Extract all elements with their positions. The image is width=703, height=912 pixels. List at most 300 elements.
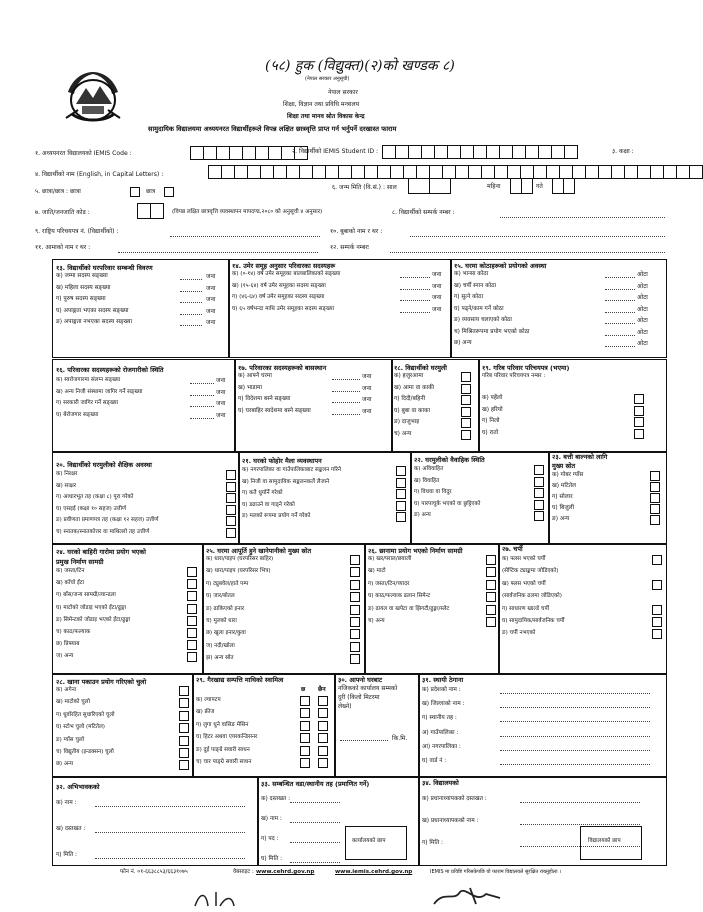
section-32-title: ३२. अभिभावकको	[56, 783, 100, 791]
s18-row-4-checkbox[interactable]	[461, 407, 471, 417]
section-23-subtitle: मुख्य स्रोत	[552, 462, 576, 470]
footer-note: IEMIS मा प्रविष्टि गरिसकेपछि यो फाराम विद्यालयले सुरक्षित राख्नुहोला ।	[430, 869, 561, 875]
s29-row-6-checkbox-no[interactable]	[318, 758, 328, 768]
s31-row-3-blank[interactable]	[500, 721, 650, 722]
s24-row-7: छ) प्रिफ्याब	[56, 641, 80, 648]
s14-row-3-unit: जना	[432, 294, 442, 301]
s16-row-2-unit: जना	[216, 388, 226, 396]
handwritten-signature	[430, 884, 510, 908]
s13-row-4-unit: जना	[206, 307, 216, 315]
s20-row-2-checkbox[interactable]	[226, 482, 236, 492]
s15-row-3-blank[interactable]	[605, 300, 635, 301]
s29-row-4-checkbox[interactable]	[300, 733, 310, 743]
s29-row-1-checkbox[interactable]	[300, 696, 310, 706]
s27-row-1-checkbox[interactable]	[652, 555, 662, 565]
s19-row-2: ख) हरियो	[482, 406, 503, 413]
nepal-emblem-icon	[58, 70, 128, 128]
s22-row-2-checkbox[interactable]	[534, 477, 544, 487]
s23-row-5: ङ) अन्य	[552, 516, 570, 522]
s31-row-4: अ) गाउँपालिका :	[422, 729, 459, 736]
s17-row-2: ख) भाडामा	[238, 384, 262, 391]
s20-row-1: क) निरक्षर	[56, 471, 78, 477]
s28-row-1-checkbox[interactable]	[179, 686, 189, 696]
s19-row-3-checkbox[interactable]	[634, 417, 644, 427]
s31-row-5-blank[interactable]	[500, 750, 650, 751]
s31-row-2: ख) जिल्लाको नाम :	[422, 701, 465, 708]
section-13-title: १३. विद्यार्थीको घरपरिवार सम्बन्धी विवरण	[56, 264, 153, 272]
s26-row-3-checkbox[interactable]	[486, 580, 496, 590]
s29-row-3-checkbox[interactable]	[300, 721, 310, 731]
s28-row-3-checkbox[interactable]	[179, 711, 189, 721]
s21-row-4-checkbox[interactable]	[396, 501, 406, 511]
s28-row-4-checkbox[interactable]	[179, 723, 189, 733]
s26-row-4-checkbox[interactable]	[486, 592, 496, 602]
s29-row-5: ङ) दुई पाङ्ग्रे सवारी साधन	[196, 746, 250, 753]
s17-row-4: घ) घरबाहिर स्वदेशमा बस्ने सङ्ख्या	[238, 407, 311, 414]
s28-row-5-checkbox[interactable]	[179, 736, 189, 746]
s21-row-2: ख) निजी वा सामुदायिक सङ्कलनकर्ले लैजाने	[242, 478, 330, 485]
s21-row-4: घ) डढाउने वा गाड्ने गरेको	[242, 501, 295, 508]
s15-row-6-blank[interactable]	[605, 335, 635, 336]
s18-row-2: ख) आमा वा काकी	[394, 384, 435, 391]
s16-row-1-unit: जना	[216, 377, 226, 384]
s18-row-3: ग) दिदी/बहिनी	[394, 396, 426, 402]
section-31-title: ३१. स्थायी ठेगाना	[422, 676, 464, 684]
s14-row-1: क) (०-१४) वर्ष उमेर समूहका बालबालिकाको सङ्ख्या	[232, 271, 341, 277]
s26-row-6-checkbox[interactable]	[486, 617, 496, 627]
field-father-label: १०. बुबाको नाम र थर :	[330, 228, 383, 235]
s25-row-8: ज) नदी/खोला	[206, 642, 235, 649]
s14-row-1-unit: जना	[432, 271, 442, 278]
field-dob-day: गते	[536, 183, 543, 190]
section-17-title: १७. परिवारका सदस्यहरूको बासस्थान	[238, 364, 327, 372]
footer-web-link-2[interactable]: www.iemis.cehrd.gov.np	[335, 869, 413, 875]
s27-row-1: क) फ्लस भएको चर्पी	[502, 556, 546, 562]
s31-row-1: क) प्रदेशको नाम :	[422, 687, 461, 693]
dob-day-boxes[interactable]	[552, 178, 574, 194]
office-stamp-label: कार्यालयको छाप	[352, 838, 386, 844]
s13-row-2: ख) महिला सदस्य सङ्ख्या	[56, 284, 111, 291]
field-gender-label: ५. छात्रा/छात्र : छात्रा	[35, 188, 81, 195]
s33-row-2: ख) नाम :	[261, 816, 282, 822]
s31-row-3: ग) स्थानीय तह :	[422, 715, 457, 722]
s15-row-1-blank[interactable]	[605, 277, 635, 278]
s20-row-6-checkbox[interactable]	[226, 528, 236, 538]
field-national-id-label: ९. राष्ट्रिय परिचयपत्र नं. (विद्यार्थीको) :	[35, 228, 119, 235]
s32-row-2: ख) दस्तखत :	[56, 826, 86, 832]
s18-row-5-checkbox[interactable]	[461, 418, 471, 428]
s33-row-3: ग) पद :	[261, 836, 279, 842]
section-28-title: २८. खाना पकाउन प्रयोग गरिएको चुलो	[56, 678, 147, 686]
s24-row-1-checkbox[interactable]	[187, 567, 197, 577]
s26-row-1-checkbox[interactable]	[486, 555, 496, 565]
s18-row-1: क) हजुरआमा	[394, 373, 424, 379]
student-name-boxes[interactable]	[208, 165, 703, 179]
header-small-note: (नेपाल सरकार अनुसूची)	[305, 76, 350, 82]
s25-row-8-checkbox[interactable]	[350, 642, 360, 652]
s25-row-4: घ) जार/बोतल	[206, 593, 235, 600]
section-26-title: २६. छानामा प्रयोग भएको निर्माण सामग्री	[368, 547, 463, 555]
s16-row-1: क) स्वरोजगारमा संलग्न सङ्ख्या	[56, 377, 121, 383]
section-14-title: १४. उमेर समूह अनुसार परिवारका सदस्यहरू	[232, 262, 336, 270]
s33-row-1: क) दस्तखत :	[261, 796, 291, 802]
s24-row-5-checkbox[interactable]	[187, 616, 197, 626]
field-dob-label: ६. जन्म मिति (वि.सं.) : साल	[332, 184, 397, 191]
field-contact-label: ८. विद्यार्थीको सम्पर्क नम्बर :	[392, 209, 455, 216]
s13-row-5-unit: जना	[206, 319, 216, 326]
gender-boy-checkbox[interactable]	[164, 187, 174, 197]
field-gender-boy: छात्र	[146, 188, 156, 195]
s28-row-2: ख) माटोको चुलो	[56, 699, 90, 706]
s29-row-1-checkbox-no[interactable]	[318, 696, 328, 706]
s19-row-4-checkbox[interactable]	[634, 429, 644, 439]
s24-row-4: घ) माटोको जोडाइ भएको ईंटा/ढुङ्गा	[56, 604, 127, 611]
s17-row-3-blank[interactable]	[332, 402, 360, 403]
handwritten-scribble	[190, 888, 250, 908]
s34-row-2-blank[interactable]	[520, 824, 640, 825]
s25-row-1: क) धारा/पाइप (घरपरिसर बाहिर)	[206, 556, 274, 562]
s32-row-1: क) नाम :	[56, 800, 77, 806]
s28-row-7-checkbox[interactable]	[179, 760, 189, 770]
s25-row-9-checkbox[interactable]	[350, 654, 360, 664]
s33-row-4-blank[interactable]	[290, 862, 340, 863]
s22-row-3: ग) विधवा वा विदुर	[414, 489, 452, 495]
s22-row-2: ख) विवाहित	[414, 477, 440, 484]
header-ministry: शिक्षा, विज्ञान तथा प्रविधि मन्त्रालय	[283, 101, 360, 108]
section-30-line-3: लेख्ने)	[338, 703, 352, 710]
section-23-title: २३. बत्ती बाल्नको लागि	[552, 453, 608, 461]
s25-row-7-checkbox[interactable]	[350, 629, 360, 639]
s16-row-2-blank[interactable]	[190, 395, 214, 396]
s26-row-2-checkbox[interactable]	[486, 567, 496, 577]
s15-row-2-blank[interactable]	[605, 289, 635, 290]
s14-row-2-blank[interactable]	[400, 289, 430, 290]
s16-row-3-unit: जना	[216, 400, 226, 407]
s14-row-4-unit: जना	[432, 305, 442, 313]
s13-row-3-blank[interactable]	[180, 302, 202, 303]
s27-row-7: ङ) चर्पी नभएको	[502, 630, 536, 637]
s27-row-3: ख) फ्लस भएको चर्पी	[502, 580, 546, 587]
s17-row-1-unit: जना	[362, 373, 372, 380]
s32-row-1-blank[interactable]	[95, 806, 245, 807]
school-stamp-label: विद्यालयको छाप	[588, 838, 621, 844]
section-29-col-no: छैन	[318, 686, 326, 693]
s27-row-7-checkbox[interactable]	[652, 629, 662, 639]
header-gov: नेपाल सरकार	[328, 89, 358, 96]
s32-row-3-blank[interactable]	[95, 858, 245, 859]
s26-row-6: च) अन्य	[368, 618, 385, 624]
section-16-title: १६. परिवारका सदस्यहरूको रोजगारीको स्थिति	[56, 366, 164, 374]
s24-row-7-checkbox[interactable]	[187, 640, 197, 650]
s31-row-6-blank[interactable]	[500, 764, 650, 765]
s13-row-3: ग) पुरुष सदस्य सङ्ख्या	[56, 296, 106, 302]
s15-row-2: ख) चर्पी स्नान कोठा	[454, 282, 496, 289]
field-name-label: ४. विद्यार्थीको नाम (English, in Capital Letters) :	[35, 171, 164, 178]
s31-row-4-blank[interactable]	[500, 736, 650, 737]
footer-website-label: वेबसाइट :	[233, 869, 254, 875]
s20-row-3: ग) आधारभूत तह (कक्षा ८) पूरा गरेको	[56, 494, 134, 500]
s21-row-2-checkbox[interactable]	[396, 478, 406, 488]
section-29-title: २९. गैरखाद्य सम्पत्ति माथिको स्वामित्व	[196, 676, 284, 684]
s24-row-6-checkbox[interactable]	[187, 628, 197, 638]
s15-row-3: ग) सुत्ने कोठा	[454, 294, 483, 300]
s15-row-3-unit: ओटा	[637, 294, 648, 301]
s22-row-4: घ) पारपाचुके भएको वा छुट्टिएको	[414, 500, 481, 507]
s24-row-3: ग) बाँस/जन्य सामग्री/त्यान्डला	[56, 592, 116, 599]
s22-row-4-checkbox[interactable]	[534, 500, 544, 510]
s13-row-3-unit: जना	[206, 296, 216, 303]
s14-row-3-blank[interactable]	[400, 300, 430, 301]
section-19-title: १९. गरिब परिवार परिचयपत्र (भएमा)	[482, 364, 570, 372]
section-34-title: ३४. विद्यालयको	[422, 779, 459, 787]
s28-row-7: छ) अन्य	[56, 761, 74, 768]
s21-row-5: ङ) मलको रूपमा प्रयोग गर्ने गरेको	[242, 513, 311, 519]
s34-row-1: क) प्रधानाध्यापकको दस्तखत :	[422, 796, 487, 802]
s25-row-2: ख) धारा/पाइप (घरपरिसर भित्र)	[206, 568, 271, 575]
s14-row-2-unit: जना	[432, 282, 442, 290]
s17-row-1: क) आफ्नै घरमा	[238, 373, 272, 379]
s14-row-2: ख) (१५-६४) वर्ष उमेर समूहका सदस्य सङ्ख्या	[232, 282, 326, 289]
s13-row-2-unit: जना	[206, 284, 216, 292]
s15-row-7-blank[interactable]	[605, 346, 635, 347]
s26-row-1: क) खर/पराल/छवाली	[368, 556, 412, 562]
s25-row-6-checkbox[interactable]	[350, 617, 360, 627]
s23-row-1-checkbox[interactable]	[650, 471, 660, 481]
s20-row-4: घ) एसइई (कक्षा १० सहज) उत्तीर्ण	[56, 505, 127, 512]
s25-row-6: च) मुलको धारा	[206, 618, 237, 624]
s31-row-2-blank[interactable]	[500, 707, 650, 708]
s20-row-6: च) स्नातक/स्नातकोत्तर वा माथिल्लो तह उत्तीर्ण	[56, 528, 150, 535]
s32-row-2-blank[interactable]	[95, 832, 245, 833]
s25-row-5-checkbox[interactable]	[350, 605, 360, 615]
s27-row-6: घ) सामुदायिक/सार्वजनिक चर्पी	[502, 618, 565, 624]
s19-row-1-checkbox[interactable]	[634, 394, 644, 404]
s23-row-4-checkbox[interactable]	[650, 504, 660, 514]
s15-row-7-unit: ओटा	[637, 340, 648, 347]
iemis-code-boxes[interactable]	[190, 146, 307, 160]
s13-row-1: क) जम्मा सदस्य सङ्ख्या	[56, 273, 108, 279]
s24-row-8-checkbox[interactable]	[187, 652, 197, 662]
s18-row-6-checkbox[interactable]	[461, 430, 471, 440]
field-class-label: ३. कक्षा :	[612, 148, 634, 155]
s17-row-2-unit: जना	[362, 384, 372, 392]
s17-row-2-blank[interactable]	[332, 391, 360, 392]
s25-row-1-checkbox[interactable]	[350, 555, 360, 565]
s24-row-3-checkbox[interactable]	[187, 591, 197, 601]
s31-row-1-blank[interactable]	[500, 693, 650, 694]
section-18-title: १८. विद्यार्थीको घरमुली	[394, 364, 447, 372]
s16-row-1-blank[interactable]	[190, 383, 214, 384]
gender-girl-checkbox[interactable]	[130, 187, 140, 197]
field-student-id-label: २. विद्यार्थीको IEMIS Student ID :	[292, 148, 379, 155]
s13-row-5-blank[interactable]	[180, 325, 202, 326]
s15-row-1-unit: ओटा	[637, 271, 648, 278]
s23-row-2-checkbox[interactable]	[650, 482, 660, 492]
field-iemis-code-label: १. अध्ययनरत विद्यालयको IEMIS Code :	[35, 150, 132, 157]
s33-row-3-blank[interactable]	[290, 842, 340, 843]
s24-row-1: क) जस्ता/टिन	[56, 568, 85, 574]
section-21	[238, 451, 412, 545]
s21-row-1-checkbox[interactable]	[396, 466, 406, 476]
footer-phone: फोन नं. ०१-६६३८८५३/६६३१०७५	[120, 869, 188, 875]
s28-row-6-checkbox[interactable]	[179, 748, 189, 758]
s29-row-6-checkbox[interactable]	[300, 758, 310, 768]
dob-year-boxes[interactable]	[408, 178, 450, 194]
s13-row-4-blank[interactable]	[180, 314, 202, 315]
s27-row-5-checkbox[interactable]	[652, 605, 662, 615]
s20-row-4-checkbox[interactable]	[226, 505, 236, 515]
s22-row-5: ङ) अन्य	[414, 512, 431, 518]
s24-row-5: ङ) सिमेन्टको जोडाइ भएको ईंटा/ढुङ्गा	[56, 616, 131, 623]
field-mother-label: ११. आमाको नाम र थर :	[35, 244, 91, 251]
section-25-title: २५. घरमा आपूर्ति हुने खानेपानीको मुख्य स्रोत	[206, 547, 312, 555]
s24-row-2: ख) काँचो ईंटा	[56, 580, 85, 587]
s22-row-3-checkbox[interactable]	[534, 488, 544, 498]
student-id-boxes[interactable]	[382, 145, 577, 159]
s24-row-2-checkbox[interactable]	[187, 579, 197, 589]
s14-row-4-blank[interactable]	[400, 312, 430, 313]
s16-row-3: ग) सरकारी जागिर गर्ने सङ्ख्या	[56, 400, 119, 406]
s27-row-4: (सार्वजनिक ढलमा जोडिएको)	[502, 593, 562, 600]
s21-row-5-checkbox[interactable]	[396, 512, 406, 522]
dob-month-boxes[interactable]	[510, 178, 532, 194]
s14-row-1-blank[interactable]	[400, 277, 430, 278]
s29-row-3-checkbox-no[interactable]	[318, 721, 328, 731]
s20-row-5: ङ) प्रवीणता प्रमाणपत्र तह (कक्षा १२ सहज) उत्तीर्ण	[56, 517, 159, 523]
s23-row-3-checkbox[interactable]	[650, 493, 660, 503]
s29-row-5-checkbox-no[interactable]	[318, 746, 328, 756]
s33-row-4: घ) मिति :	[261, 856, 283, 862]
s22-row-1-checkbox[interactable]	[534, 465, 544, 475]
s29-row-5-checkbox[interactable]	[300, 746, 310, 756]
s22-row-5-checkbox[interactable]	[534, 511, 544, 521]
s29-row-2-checkbox-no[interactable]	[318, 708, 328, 718]
s29-row-4-checkbox-no[interactable]	[318, 733, 328, 743]
s16-row-3-blank[interactable]	[190, 406, 214, 407]
s18-row-3-checkbox[interactable]	[461, 395, 471, 405]
section-15-title: १५. घरमा कोठाहरूको प्रयोगको अवस्था	[454, 262, 547, 270]
section-30-unit: कि.मि.	[392, 735, 408, 742]
s34-row-2: ख) प्रधानाध्यापकको नाम :	[422, 818, 479, 824]
s24-row-8: ज) अन्य	[56, 653, 74, 660]
s13-row-1-blank[interactable]	[180, 279, 202, 280]
s18-row-1-checkbox[interactable]	[461, 372, 471, 382]
s17-row-4-blank[interactable]	[332, 414, 360, 415]
s28-row-6: च) विद्युतीय (इन्डक्सन) चुलो	[56, 749, 114, 755]
s18-row-4: घ) बुबा वा काका	[394, 407, 430, 414]
s25-row-3-checkbox[interactable]	[350, 580, 360, 590]
s27-row-2: (सेप्टिक ट्याङ्कमा जोडिएको)	[502, 568, 559, 575]
s17-row-3: ग) विदेशमा बस्ने सङ्ख्या	[238, 396, 291, 402]
s16-row-4-unit: जना	[216, 411, 226, 419]
s24-row-4-checkbox[interactable]	[187, 604, 197, 614]
section-30-line-1: नजिकको कार्यालय सम्मको	[338, 685, 398, 692]
s27-row-3-checkbox[interactable]	[652, 580, 662, 590]
section-30-line-2: दुरी (किलो मिटरमा	[338, 694, 380, 701]
s20-row-5-checkbox[interactable]	[226, 516, 236, 526]
s13-row-2-blank[interactable]	[180, 291, 202, 292]
s28-row-5: ङ) ग्याँस चुलो	[56, 736, 85, 743]
s15-row-7: छ) अन्य	[454, 340, 472, 346]
s34-row-3-blank[interactable]	[520, 846, 640, 847]
s18-row-2-checkbox[interactable]	[461, 384, 471, 394]
s23-row-5-checkbox[interactable]	[650, 515, 660, 525]
s21-row-3-checkbox[interactable]	[396, 489, 406, 499]
s26-row-5: ङ) ढायल वा खपेटा वा झिगटी/ढुङ्गा/स्लेट	[368, 605, 450, 612]
section-24-title: २४. घरको बाहिरी गारोमा प्रयोग भएको	[56, 548, 146, 556]
s29-row-1: क) ल्यापटप	[196, 697, 221, 703]
footer-web-link-1[interactable]: www.cehrd.gov.np	[256, 869, 315, 875]
section-33-title: ३३. सम्बन्धित वडा/स्थानीय तह (प्रमाणित गर्ने)	[261, 780, 370, 788]
s19-row-1: क) पहेंलो	[482, 395, 503, 401]
s23-row-1: क) गोबर ग्याँस	[552, 472, 584, 478]
s28-row-2-checkbox[interactable]	[179, 698, 189, 708]
s29-row-2: ख) फ्रीज	[196, 709, 215, 716]
s16-row-4-blank[interactable]	[190, 418, 214, 419]
s19-row-4: घ) रातो	[482, 429, 499, 436]
s15-row-5-blank[interactable]	[605, 323, 635, 324]
s26-row-5-checkbox[interactable]	[486, 605, 496, 615]
s22-row-1: क) अविवाहित	[414, 466, 444, 472]
s13-row-4: घ) अपाङ्गता भएका सदस्य सङ्ख्या	[56, 307, 129, 314]
s29-row-2-checkbox[interactable]	[300, 708, 310, 718]
field-caste-label: ७. जाति/जनजाति कोड :	[35, 209, 90, 216]
s20-row-1-checkbox[interactable]	[226, 470, 236, 480]
s15-row-5: ङ) व्यवसाय चलाएको कोठा	[454, 317, 512, 323]
s32-row-3: ग) मिति :	[56, 852, 77, 858]
s14-row-4: घ) ६५ वर्षभन्दा माथि उमेर समूहका सदस्य सङ्ख्या	[232, 305, 335, 312]
s18-row-6: च) अन्य	[394, 430, 412, 437]
s27-row-6-checkbox[interactable]	[652, 617, 662, 627]
section-20-title: २०. विद्यार्थीको घरमुलीको शैक्षिक अवस्था	[56, 461, 152, 469]
s34-row-3: ग) मिति :	[422, 840, 443, 846]
s25-row-4-checkbox[interactable]	[350, 592, 360, 602]
s26-row-2: ख) माटो	[368, 568, 386, 575]
s29-row-6: च) चार पाङ्ग्रे सवारी साधन	[196, 759, 252, 765]
field-caste-note: (विपन्न लक्षित छात्रवृत्ति व्यवस्थापन मापदण्ड,२०८० को अनुसूची ४ अनुसार)	[172, 209, 323, 215]
s15-row-4-blank[interactable]	[605, 312, 635, 313]
field-dob-month: महिना	[487, 183, 501, 190]
field-phone-label: १२. सम्पर्क नम्बरः	[330, 244, 369, 251]
section-24-subtitle: प्रमुख निर्माण सामग्री	[56, 558, 104, 566]
s20-row-3-checkbox[interactable]	[226, 493, 236, 503]
header-centre: शिक्षा तथा मानव स्रोत विकास केन्द्र	[287, 113, 365, 120]
s27-row-5: ग) साधारण खाल्डे चर्पी	[502, 605, 550, 612]
s17-row-1-blank[interactable]	[332, 379, 360, 380]
s25-row-9: झ) अन्य स्रोत	[206, 655, 234, 662]
s33-row-2-blank[interactable]	[290, 822, 340, 823]
s15-row-6-unit: ओटा	[637, 328, 648, 336]
s31-row-6: घ) वार्ड नं :	[422, 758, 447, 764]
s15-row-6: च) मिश्रितरूपमा प्रयोग भएको कोठा	[454, 328, 530, 335]
s17-row-4-unit: जना	[362, 407, 372, 415]
s25-row-3: ग) ट्युबवेल/हाते पम्प	[206, 580, 249, 587]
section-22-title: २२. घरमुलीको वैवाहिक स्थिति	[414, 456, 485, 464]
s25-row-2-checkbox[interactable]	[350, 567, 360, 577]
s34-row-1-blank[interactable]	[520, 802, 640, 803]
section-30-title: ३०. आफ्नो घरबाट	[338, 676, 383, 684]
s19-row-2-checkbox[interactable]	[634, 406, 644, 416]
form-title: सामुदायिक विद्यालयमा अध्ययनरत विद्यार्थीहरूले विपन्न लक्षित छात्रवृत्ति प्राप्त गर्न भर्नुपर्ने दरखास्त फाराम	[148, 125, 397, 133]
s21-row-1: क) नगरपालिका वा गाउँपालिकाबाट सङ्कलन गरिने	[242, 467, 342, 473]
s16-row-4: घ) बेरोजगार सङ्ख्या	[56, 411, 99, 418]
caste-code-boxes[interactable]	[137, 203, 163, 219]
s33-row-1-blank[interactable]	[290, 802, 340, 803]
s28-row-3: ग) धुवाँरहित सुधारिएको चुलो	[56, 711, 115, 718]
s16-row-2: ख) अन्य निजी संस्थामा जागिर गर्ने सङ्ख्या	[56, 388, 143, 395]
s18-row-5: ङ) दाजुभाइ	[394, 419, 420, 425]
s26-row-3: ग) जस्ता/टिन/च्यादर	[368, 580, 410, 587]
